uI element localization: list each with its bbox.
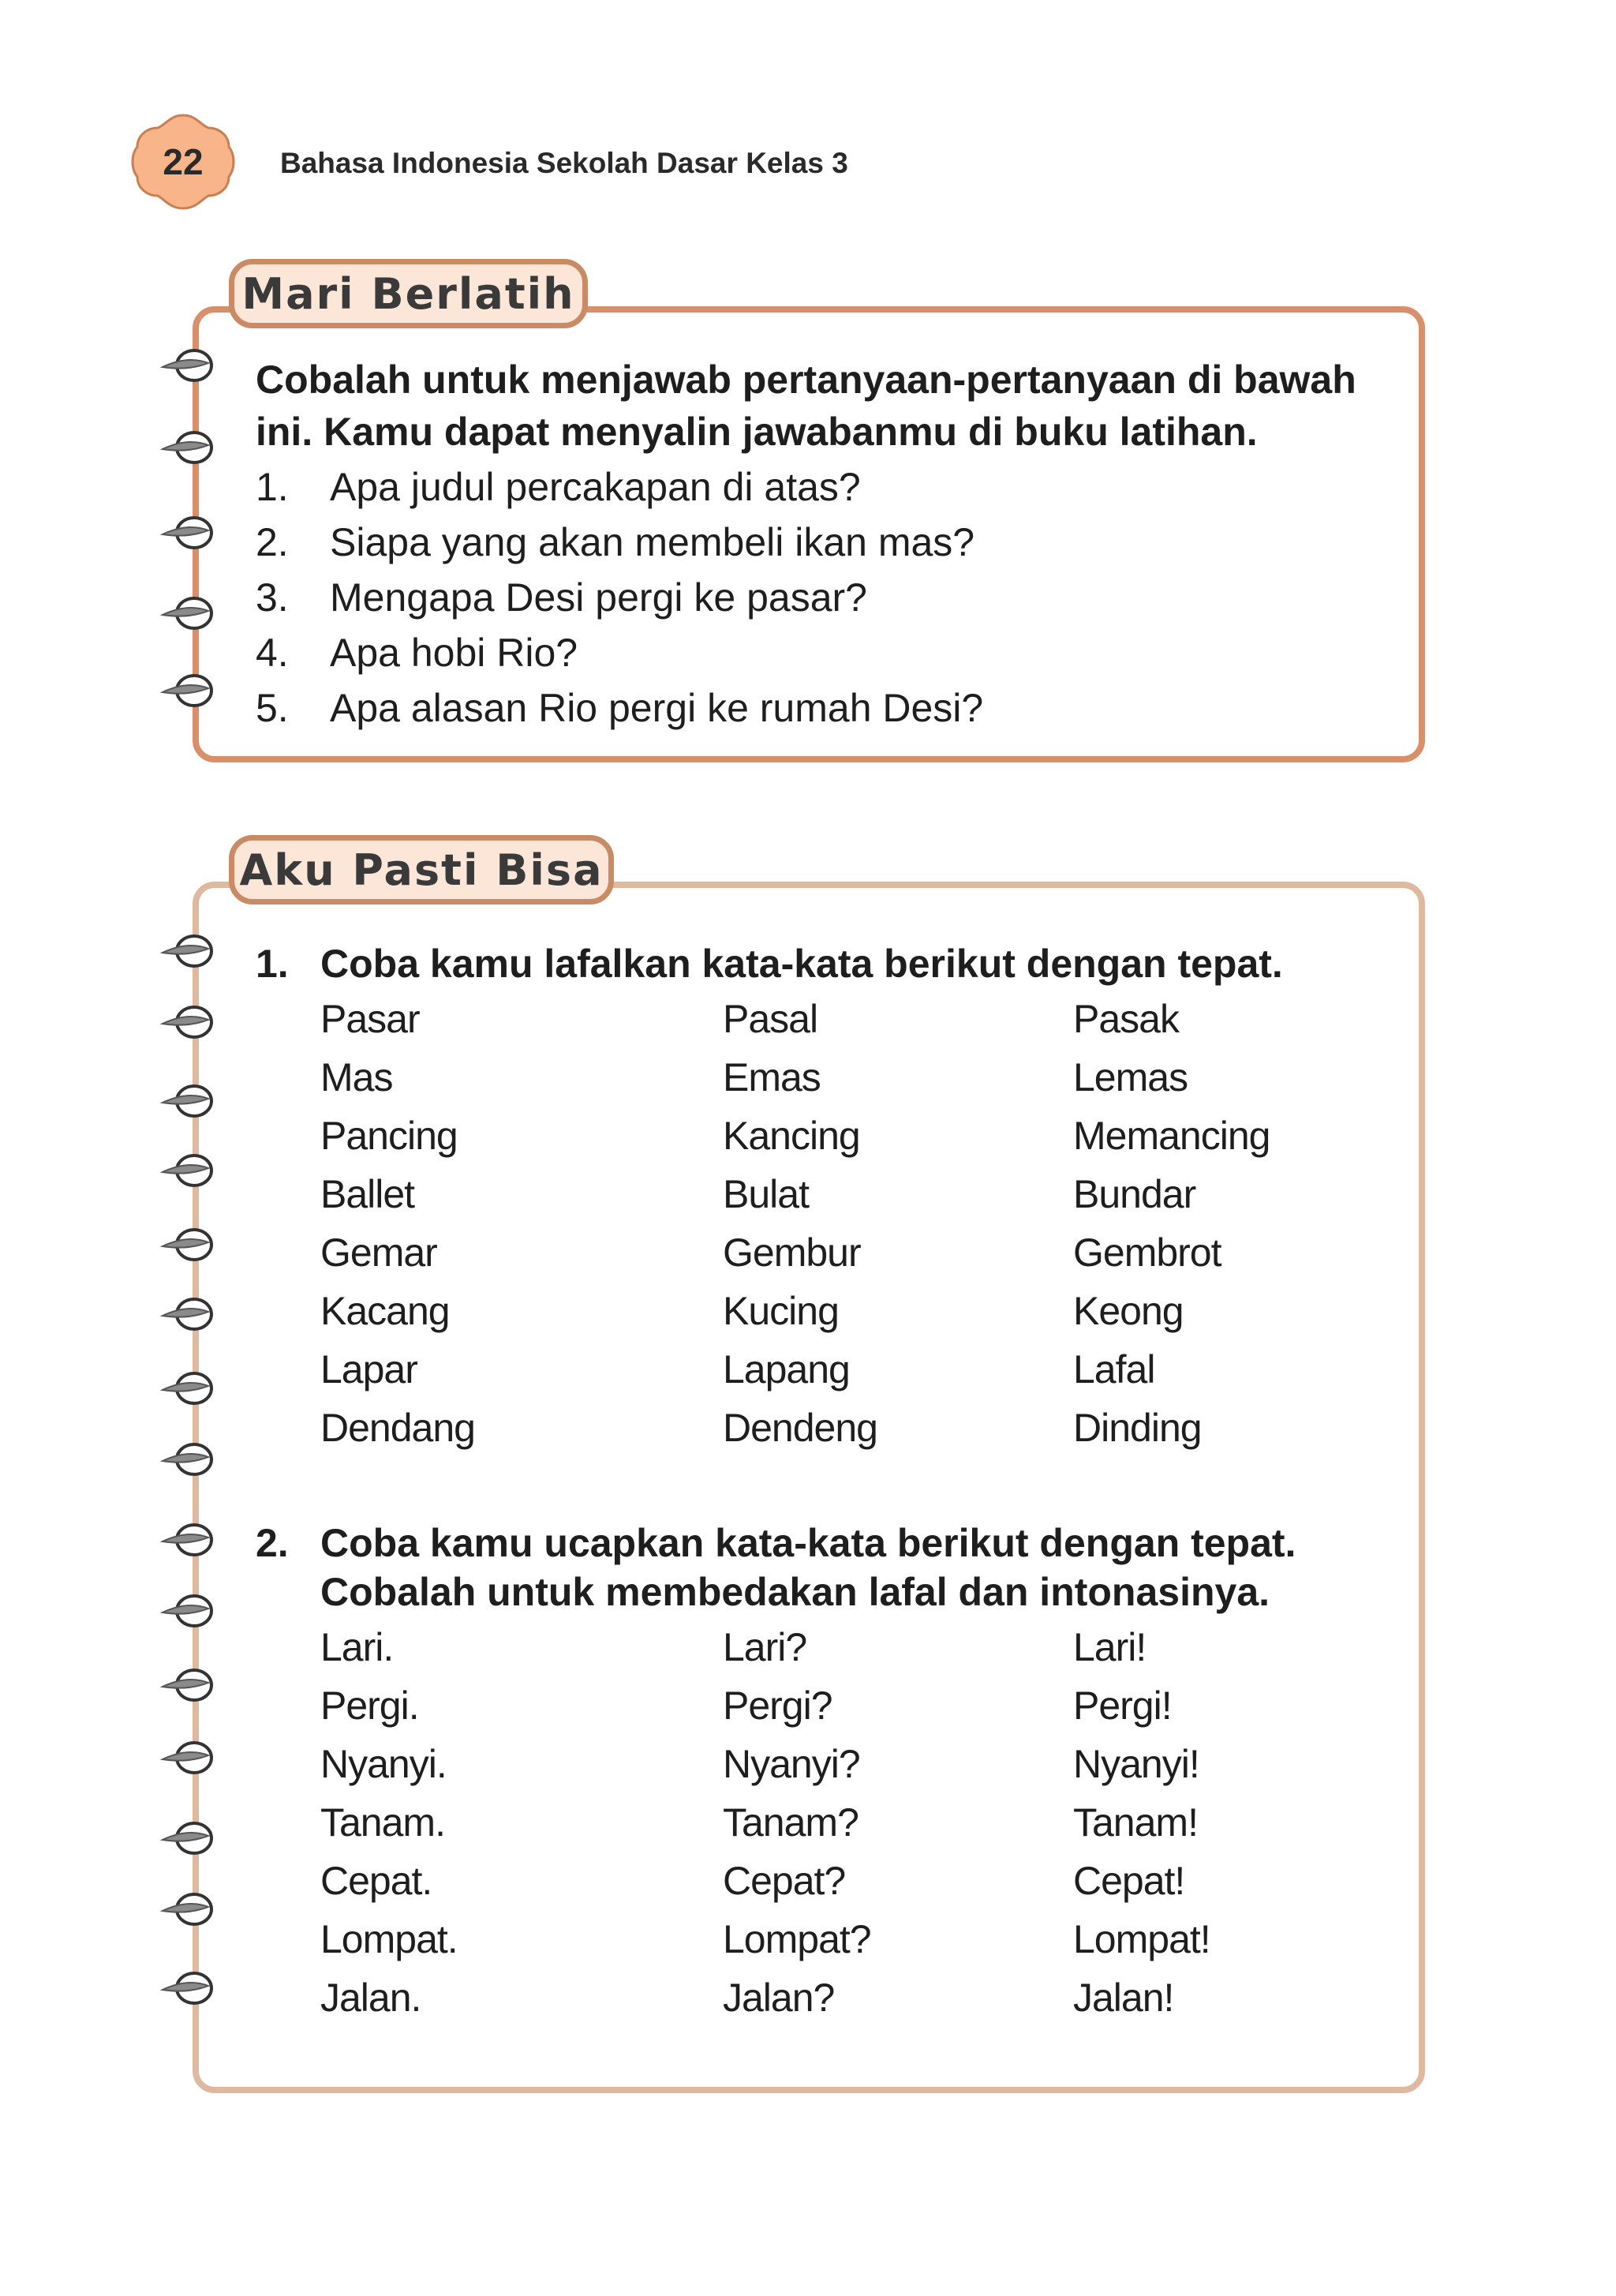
- word: Cepat?: [723, 1859, 846, 1903]
- word: Kucing: [723, 1289, 839, 1333]
- word: Gembrot: [1073, 1230, 1221, 1275]
- aku-pasti-bisa-tab: Aku Pasti Bisa: [229, 835, 614, 905]
- spiral-ring-icon: [156, 931, 232, 971]
- word: Gemar: [320, 1230, 437, 1275]
- spiral-ring-icon: [156, 1081, 232, 1121]
- question-item: 3. Mengapa Desi pergi ke pasar?: [256, 575, 867, 620]
- word: Lari?: [723, 1625, 807, 1669]
- word: Pancing: [320, 1114, 458, 1158]
- word: Tanam?: [723, 1800, 858, 1845]
- spiral-ring-icon: [156, 1665, 232, 1705]
- running-title: Bahasa Indonesia Sekolah Dasar Kelas 3: [280, 147, 848, 179]
- spiral-ring-icon: [156, 513, 232, 552]
- word: Kacang: [320, 1289, 450, 1333]
- spiral-ring-icon: [156, 1440, 232, 1479]
- word: Mas: [320, 1055, 393, 1099]
- spiral-ring-icon: [156, 428, 232, 467]
- question-item: 1. Apa judul percakapan di atas?: [256, 465, 861, 509]
- page-number-badge: [128, 110, 238, 213]
- word: Memancing: [1073, 1114, 1270, 1158]
- word: Dendeng: [723, 1406, 877, 1450]
- spiral-ring-icon: [156, 1151, 232, 1190]
- word: Jalan.: [320, 1976, 421, 2020]
- question-item: 4. Apa hobi Rio?: [256, 631, 578, 675]
- word: Bulat: [723, 1172, 809, 1216]
- word: Lompat?: [723, 1917, 871, 1961]
- word: Cepat!: [1073, 1859, 1185, 1903]
- word: Ballet: [320, 1172, 415, 1216]
- word: Dinding: [1073, 1406, 1202, 1450]
- word: Pasar: [320, 997, 420, 1041]
- word: Nyanyi!: [1073, 1742, 1199, 1786]
- word: Lemas: [1073, 1055, 1188, 1099]
- spiral-ring-icon: [156, 1520, 232, 1560]
- word: Keong: [1073, 1289, 1184, 1333]
- word: Lompat!: [1073, 1917, 1210, 1961]
- spiral-ring-icon: [156, 1002, 232, 1042]
- word: Pasak: [1073, 997, 1179, 1041]
- word: Jalan!: [1073, 1976, 1174, 2020]
- word: Lapang: [723, 1347, 850, 1391]
- word: Gembur: [723, 1230, 861, 1275]
- word: Dendang: [320, 1406, 475, 1450]
- spiral-ring-icon: [156, 1968, 232, 2008]
- word: Emas: [723, 1055, 821, 1099]
- word: Kancing: [723, 1114, 860, 1158]
- spiral-ring-icon: [156, 1225, 232, 1264]
- word: Lari!: [1073, 1625, 1147, 1669]
- word: Pergi!: [1073, 1684, 1172, 1728]
- mari-berlatih-tab: Mari Berlatih: [229, 259, 588, 328]
- word: Tanam!: [1073, 1800, 1198, 1845]
- spiral-ring-icon: [156, 1890, 232, 1929]
- word: Nyanyi?: [723, 1742, 860, 1786]
- spiral-ring-icon: [156, 346, 232, 385]
- word: Lompat.: [320, 1917, 458, 1961]
- word: Pergi.: [320, 1684, 419, 1728]
- exercise-1-heading: 1. Coba kamu lafalkan kata-kata berikut dengan tepat.: [256, 942, 1283, 986]
- word: Tanam.: [320, 1800, 445, 1845]
- question-item: 5. Apa alasan Rio pergi ke rumah Desi?: [256, 686, 984, 730]
- word: Bundar: [1073, 1172, 1196, 1216]
- word: Lafal: [1073, 1347, 1155, 1391]
- question-item: 2. Siapa yang akan membeli ikan mas?: [256, 520, 975, 564]
- mari-berlatih-instruction: Cobalah untuk menjawab pertanyaan-pertanyaan di bawah ini. Kamu dapat menyalin jawabanmu di buku latihan.: [256, 358, 1356, 454]
- exercise-2-heading: 2. Coba kamu ucapkan kata-kata berikut dengan tepat. Cobalah untuk membedakan lafal dan intonasinya.: [256, 1521, 1296, 1614]
- spiral-ring-icon: [156, 1369, 232, 1408]
- word: Pergi?: [723, 1684, 832, 1728]
- word: Nyanyi.: [320, 1742, 447, 1786]
- page-number: 22: [163, 141, 204, 182]
- word: Lapar: [320, 1347, 417, 1391]
- spiral-ring-icon: [156, 671, 232, 710]
- spiral-ring-icon: [156, 1738, 232, 1777]
- spiral-ring-icon: [156, 1591, 232, 1631]
- word: Lari.: [320, 1625, 394, 1669]
- spiral-ring-icon: [156, 594, 232, 633]
- word: Pasal: [723, 997, 818, 1041]
- word: Jalan?: [723, 1976, 835, 2020]
- spiral-ring-icon: [156, 1818, 232, 1858]
- spiral-ring-icon: [156, 1294, 232, 1334]
- word: Cepat.: [320, 1859, 432, 1903]
